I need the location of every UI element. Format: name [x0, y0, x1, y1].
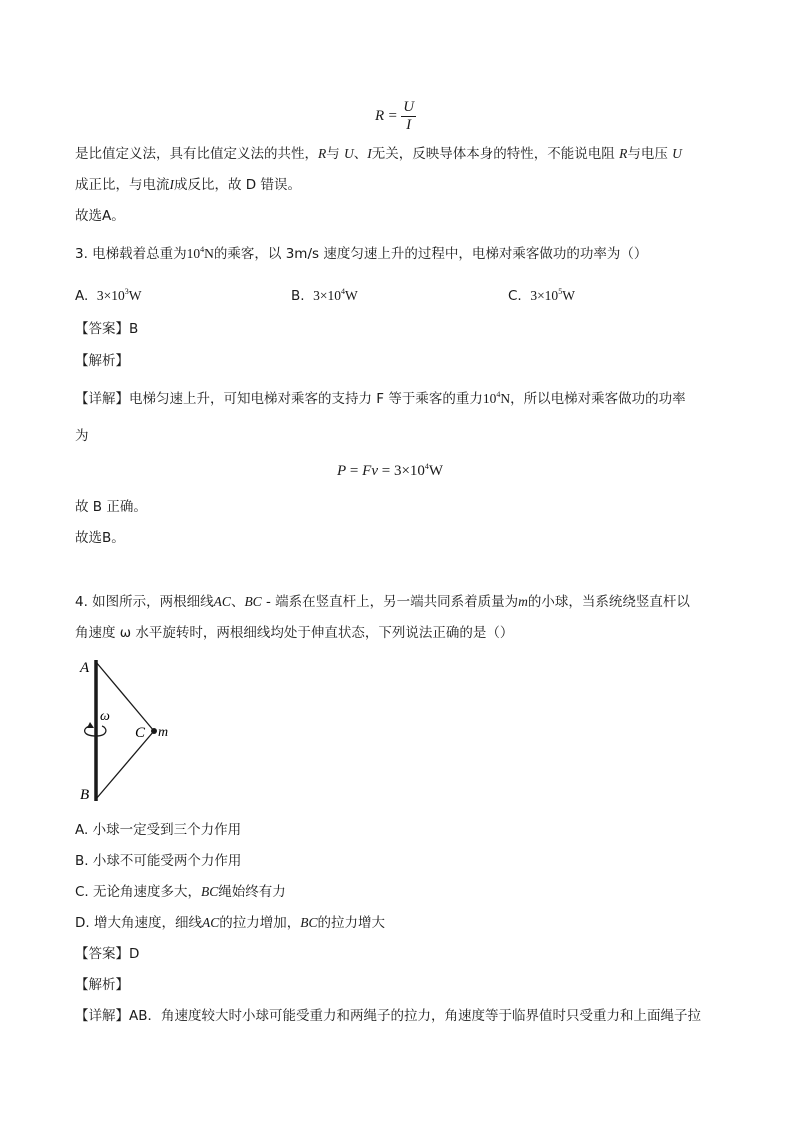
q3-option-c — [508, 286, 575, 306]
para1-line2 — [75, 175, 301, 195]
option-exp: 4 — [341, 287, 346, 296]
option-exp: 3 — [124, 287, 129, 296]
q3-stem-exp: 4 — [200, 245, 205, 254]
q3-detail-unit: N — [500, 391, 511, 406]
line-bc: BC — [201, 884, 219, 899]
q3-detail-value: 10 — [482, 391, 497, 406]
option-exp: 5 — [558, 287, 563, 296]
line-bc: BC — [244, 594, 262, 609]
option-value: 3×10 — [313, 288, 342, 303]
q3-stem-text: 的乘客，以 3m/s 速度匀速上升的过程中，电梯对乘客做功的功率为（） — [213, 246, 648, 262]
q3-conclusion: 故 B 正确。 — [75, 499, 147, 515]
formula-r — [375, 97, 416, 135]
option-text: 的拉力增大 — [317, 915, 386, 931]
para1-text: 成反比，故 D 错误。 — [174, 177, 301, 193]
var-m: m — [518, 594, 528, 609]
q3-analysis: 【解析】 — [75, 353, 129, 369]
var-r: R — [318, 146, 327, 161]
option-value: 3×10 — [96, 288, 125, 303]
formula-r-lhs: R — [375, 108, 385, 124]
var-u: U — [344, 146, 354, 161]
option-label: A. — [75, 288, 89, 304]
formula-v: v — [371, 463, 378, 479]
q4-stem-line2: 角速度 ω 水平旋转时，两根细线均处于伸直状态，下列说法正确的是（） — [75, 625, 514, 641]
option-value: 3×10 — [530, 288, 559, 303]
label-c: C — [135, 725, 146, 741]
q3-detail — [75, 389, 686, 409]
formula-r-den: I — [406, 116, 412, 133]
formula-exp: 4 — [424, 462, 429, 471]
option-unit: W — [128, 288, 142, 303]
q3-detail-exp: 4 — [496, 390, 501, 399]
para1-text: 与 — [326, 146, 340, 162]
q3-option-a — [75, 286, 142, 306]
formula-eq: = — [346, 463, 363, 479]
option-label: B. — [291, 288, 305, 304]
q3-option-b — [291, 286, 358, 306]
q4-stem-text: 4. 如图所示，两根细线 — [75, 594, 214, 610]
q4-figure — [74, 656, 184, 806]
var-u: U — [672, 146, 682, 161]
label-b: B — [80, 787, 90, 803]
para1-line1 — [75, 144, 682, 164]
formula-r-eq: = — [388, 108, 397, 124]
label-a: A — [80, 660, 90, 676]
q4-option-a: A. 小球一定受到三个力作用 — [75, 822, 242, 838]
formula-p: P — [337, 463, 347, 479]
q4-stem-text: - 端系在竖直杆上，另一端共同系着质量为 — [261, 594, 519, 610]
q4-option-d — [75, 913, 385, 933]
formula-r-num: U — [403, 98, 415, 115]
para1-text: 与电压 — [627, 146, 668, 162]
formula-r-fraction — [401, 99, 416, 134]
option-label: C. — [508, 288, 522, 304]
q4-detail: 【详解】AB．角速度较大时小球可能受重力和两绳子的拉力，角速度等于临界值时只受重力和上面绳子拉 — [75, 1008, 701, 1024]
q3-stem-text: 3. 电梯载着总重为 — [75, 246, 187, 262]
line-ac: AC — [213, 594, 231, 609]
option-text: D. 增大角速度，细线 — [75, 915, 202, 931]
q4-stem-text: 的小球，当系统绕竖直杆以 — [527, 594, 690, 610]
q4-stem-text: 、 — [230, 594, 245, 610]
line-ac: AC — [201, 915, 220, 930]
q3-stem — [75, 244, 647, 264]
q3-stem-unit: N — [204, 246, 214, 261]
q3-detail-text: ，所以电梯对乘客做功的功率 — [510, 391, 686, 407]
q3-detail-text: 【详解】电梯匀速上升，可知电梯对乘客的支持力 F 等于乘客的重力 — [75, 391, 483, 407]
para1-text: 、 — [353, 146, 368, 162]
option-unit: W — [345, 288, 358, 303]
option-text: 绳始终有力 — [218, 884, 286, 900]
line-bc: BC — [300, 915, 318, 930]
ball — [151, 728, 157, 734]
para1-text: 是比值定义法，具有比值定义法的共性， — [75, 146, 318, 162]
para1-text: 成正比，与电流 — [75, 177, 170, 193]
label-m: m — [158, 725, 169, 740]
q3-stem-value: 10 — [186, 246, 201, 261]
q4-answer: 【答案】D — [75, 946, 140, 962]
formula-value: = 3×10 — [377, 463, 425, 479]
label-omega: ω — [100, 709, 110, 724]
q3-answer: 【答案】B — [75, 321, 139, 337]
option-unit: W — [562, 288, 575, 303]
formula-unit: W — [428, 463, 444, 479]
var-r: R — [619, 146, 628, 161]
q4-analysis: 【解析】 — [75, 977, 129, 993]
option-text: C. 无论角速度多大， — [75, 884, 202, 900]
q3-formula — [337, 461, 443, 481]
var-i: I — [367, 146, 372, 161]
rotation-arrowhead-icon — [87, 722, 94, 728]
string-bc — [96, 731, 154, 799]
choose-a: 故选A。 — [75, 208, 125, 224]
q3-choose: 故选B。 — [75, 530, 125, 546]
para1-text: 无关，反映导体本身的特性，不能说电阻 — [371, 146, 615, 162]
q4-option-b: B. 小球不可能受两个力作用 — [75, 853, 242, 869]
q3-detail-wrap: 为 — [75, 428, 89, 444]
option-text: 的拉力增加， — [219, 915, 301, 931]
q4-option-c — [75, 882, 286, 902]
q4-stem-line1 — [75, 592, 690, 612]
formula-f: F — [362, 463, 372, 479]
var-i: I — [169, 177, 174, 192]
